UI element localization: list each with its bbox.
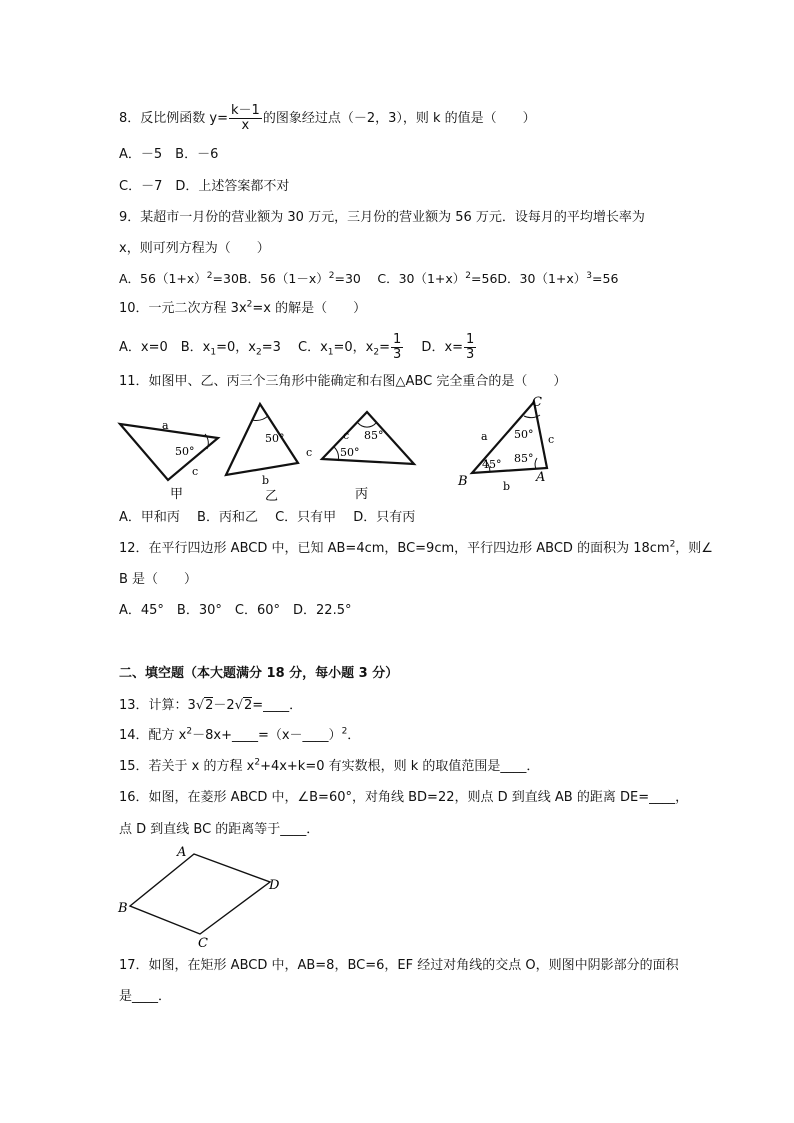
q9-options [119, 270, 618, 288]
q8-frac-den: x [241, 118, 250, 133]
yi-label-b: b [262, 474, 270, 487]
abc-vertex-b: B [458, 474, 468, 489]
q12-line-1 [119, 540, 713, 558]
abc-angle-c: 50° [514, 428, 534, 441]
abc-side-b: b [503, 480, 511, 493]
q12-exp: 2 [669, 539, 676, 550]
q9-opt-b-exp: 2 [328, 270, 335, 281]
q13-radical-2: √ [234, 698, 243, 713]
triangle-bing [322, 412, 414, 502]
yi-label-c: c [306, 446, 313, 459]
q10-mid-1: =0，x [216, 340, 256, 355]
jia-angle: 50° [175, 445, 195, 458]
rhombus-figure [112, 842, 292, 952]
q13-prefix: 13．计算：3 [119, 698, 196, 713]
q9-line-2: x，则可列方程为（ ） [119, 241, 270, 256]
q10-sub-1: 1 [210, 347, 217, 358]
q13-radicand-1: 2 [205, 698, 214, 713]
q9-opt-c-exp: 2 [465, 270, 472, 281]
q8-fraction [229, 104, 262, 133]
q10-frac-d-num: 1 [466, 332, 475, 347]
bing-label-c: c [343, 429, 350, 442]
triangle-yi [226, 404, 312, 504]
jia-label-a: a [162, 419, 169, 432]
q10-prefix: 10．一元二次方程 3x [119, 301, 247, 316]
q13-radical-1: √ [195, 698, 205, 713]
q10-fraction-c [391, 333, 403, 362]
q10-opt-d: D．x= [404, 340, 464, 355]
abc-side-c: c [548, 433, 555, 446]
q12-prefix: 12．在平行四边形 ABCD 中，已知 AB=4cm，BC=9cm，平行四边形 ABCD 的面积为 18cm [119, 541, 670, 556]
q8-line [119, 104, 536, 133]
q14-end: ． [347, 728, 361, 743]
q10-options [119, 333, 477, 362]
q13-suffix: =____． [252, 698, 303, 713]
q8-options-1: A．－5 B．－6 [119, 147, 219, 162]
q16-line-1: 16．如图，在菱形 ABCD 中，∠B=60°，对角线 BD=22，则点 D 到直线 AB 的距离 DE=____， [119, 790, 689, 805]
q8-frac-num: k－1 [231, 103, 260, 118]
q10-mid-2: =3 C．x [261, 340, 328, 355]
q15-exp: 2 [254, 757, 261, 768]
q14-middle: －8x+____=（x－____） [192, 728, 342, 743]
bing-angle-2: 85° [364, 429, 384, 442]
q10-frac-d-den: 3 [466, 347, 475, 362]
q9-opt-d-tail: =56 [592, 271, 619, 286]
q17-line-1: 17．如图，在矩形 ABCD 中，AB=8，BC=6，EF 经过对角线的交点 O，则图中阴影部分的面积 [119, 958, 679, 973]
q13-mid: －2 [213, 698, 235, 713]
abc-angle-b: 45° [482, 458, 502, 471]
yi-angle: 50° [265, 432, 285, 445]
q10-mid-3: =0，x [333, 340, 374, 355]
q16-line-2: 点 D 到直线 BC 的距离等于____． [119, 822, 320, 837]
q14-exp-2: 2 [341, 726, 348, 737]
q13-radicand-2: 2 [243, 698, 253, 713]
q17-line-2: 是____． [119, 989, 172, 1004]
q14-line [119, 727, 360, 745]
q10-exp: 2 [246, 299, 253, 310]
abc-vertex-a: A [536, 470, 546, 485]
q10-frac-c-num: 1 [393, 332, 402, 347]
q9-opt-d: D．30（1+x） [497, 271, 587, 286]
q11-line: 11．如图甲、乙、丙三个三角形中能确定和右图△ABC 完全重合的是（ ） [119, 374, 567, 389]
section-2-title: 二、填空题（本大题满分 18 分，每小题 3 分） [119, 666, 399, 681]
q9-opt-b: B．56（1－x） [238, 271, 329, 286]
q8-prefix: 8．反比例函数 y= [119, 111, 228, 126]
q10-sub-4: 2 [373, 347, 380, 358]
q10-opt-a: A．x=0 B．x [119, 340, 211, 355]
q14-exp: 2 [186, 726, 193, 737]
q12-line-2: B 是（ ） [119, 572, 198, 587]
jia-caption: 甲 [170, 487, 184, 502]
q10-sub-3: 1 [327, 347, 334, 358]
q12-suffix: ，则∠ [675, 541, 713, 556]
q9-opt-c-tail: =56 [471, 271, 498, 286]
bing-angle-1: 50° [340, 446, 360, 459]
q8-options-2: C．－7 D．上述答案都不对 [119, 179, 290, 194]
q15-suffix: +4x+k=0 有实数根，则 k 的取值范围是____． [260, 759, 540, 774]
q11-options: A．甲和丙 B．丙和乙 C．只有甲 D．只有丙 [119, 510, 416, 525]
q10-mid-4: = [379, 340, 391, 355]
jia-label-c: c [192, 465, 199, 478]
triangle-abc [457, 395, 554, 493]
abc-vertex-c: C [532, 395, 542, 410]
q10-sub-2: 2 [255, 347, 262, 358]
bing-caption: 丙 [355, 487, 369, 502]
q15-prefix: 15．若关于 x 的方程 x [119, 759, 255, 774]
yi-caption: 乙 [265, 489, 279, 504]
q14-prefix: 14．配方 x [119, 728, 187, 743]
abc-angle-a: 85° [514, 452, 534, 465]
abc-side-a: a [481, 430, 488, 443]
q9-opt-a-tail: =30 [212, 271, 239, 286]
rhombus-vertex-c: C [198, 936, 208, 951]
q9-opt-a: A．56（1+x） [119, 271, 207, 286]
q8-suffix: 的图象经过点（－2，3），则 k 的值是（ ） [262, 111, 536, 126]
q12-options: A．45° B．30° C．60° D．22.5° [119, 603, 352, 618]
q10-frac-c-den: 3 [393, 347, 402, 362]
rhombus-vertex-d: D [269, 878, 280, 893]
q15-line [119, 758, 539, 776]
q10-fraction-d [464, 333, 476, 362]
q9-opt-a-exp: 2 [206, 270, 213, 281]
triangle-jia [120, 419, 218, 502]
q9-opt-d-exp: 3 [586, 270, 593, 281]
q10-suffix: =x 的解是（ ） [252, 301, 367, 316]
rhombus-vertex-a: A [177, 845, 187, 860]
q9-opt-b-c: =30 C．30（1+x） [334, 271, 466, 286]
q9-line-1: 9．某超市一月份的营业额为 30 万元，三月份的营业额为 56 万元．设每月的平均增长率为 [119, 210, 645, 225]
q13-line [119, 697, 302, 715]
rhombus-vertex-b: B [118, 901, 128, 916]
q10-line [119, 300, 366, 318]
q11-figures [110, 392, 590, 504]
